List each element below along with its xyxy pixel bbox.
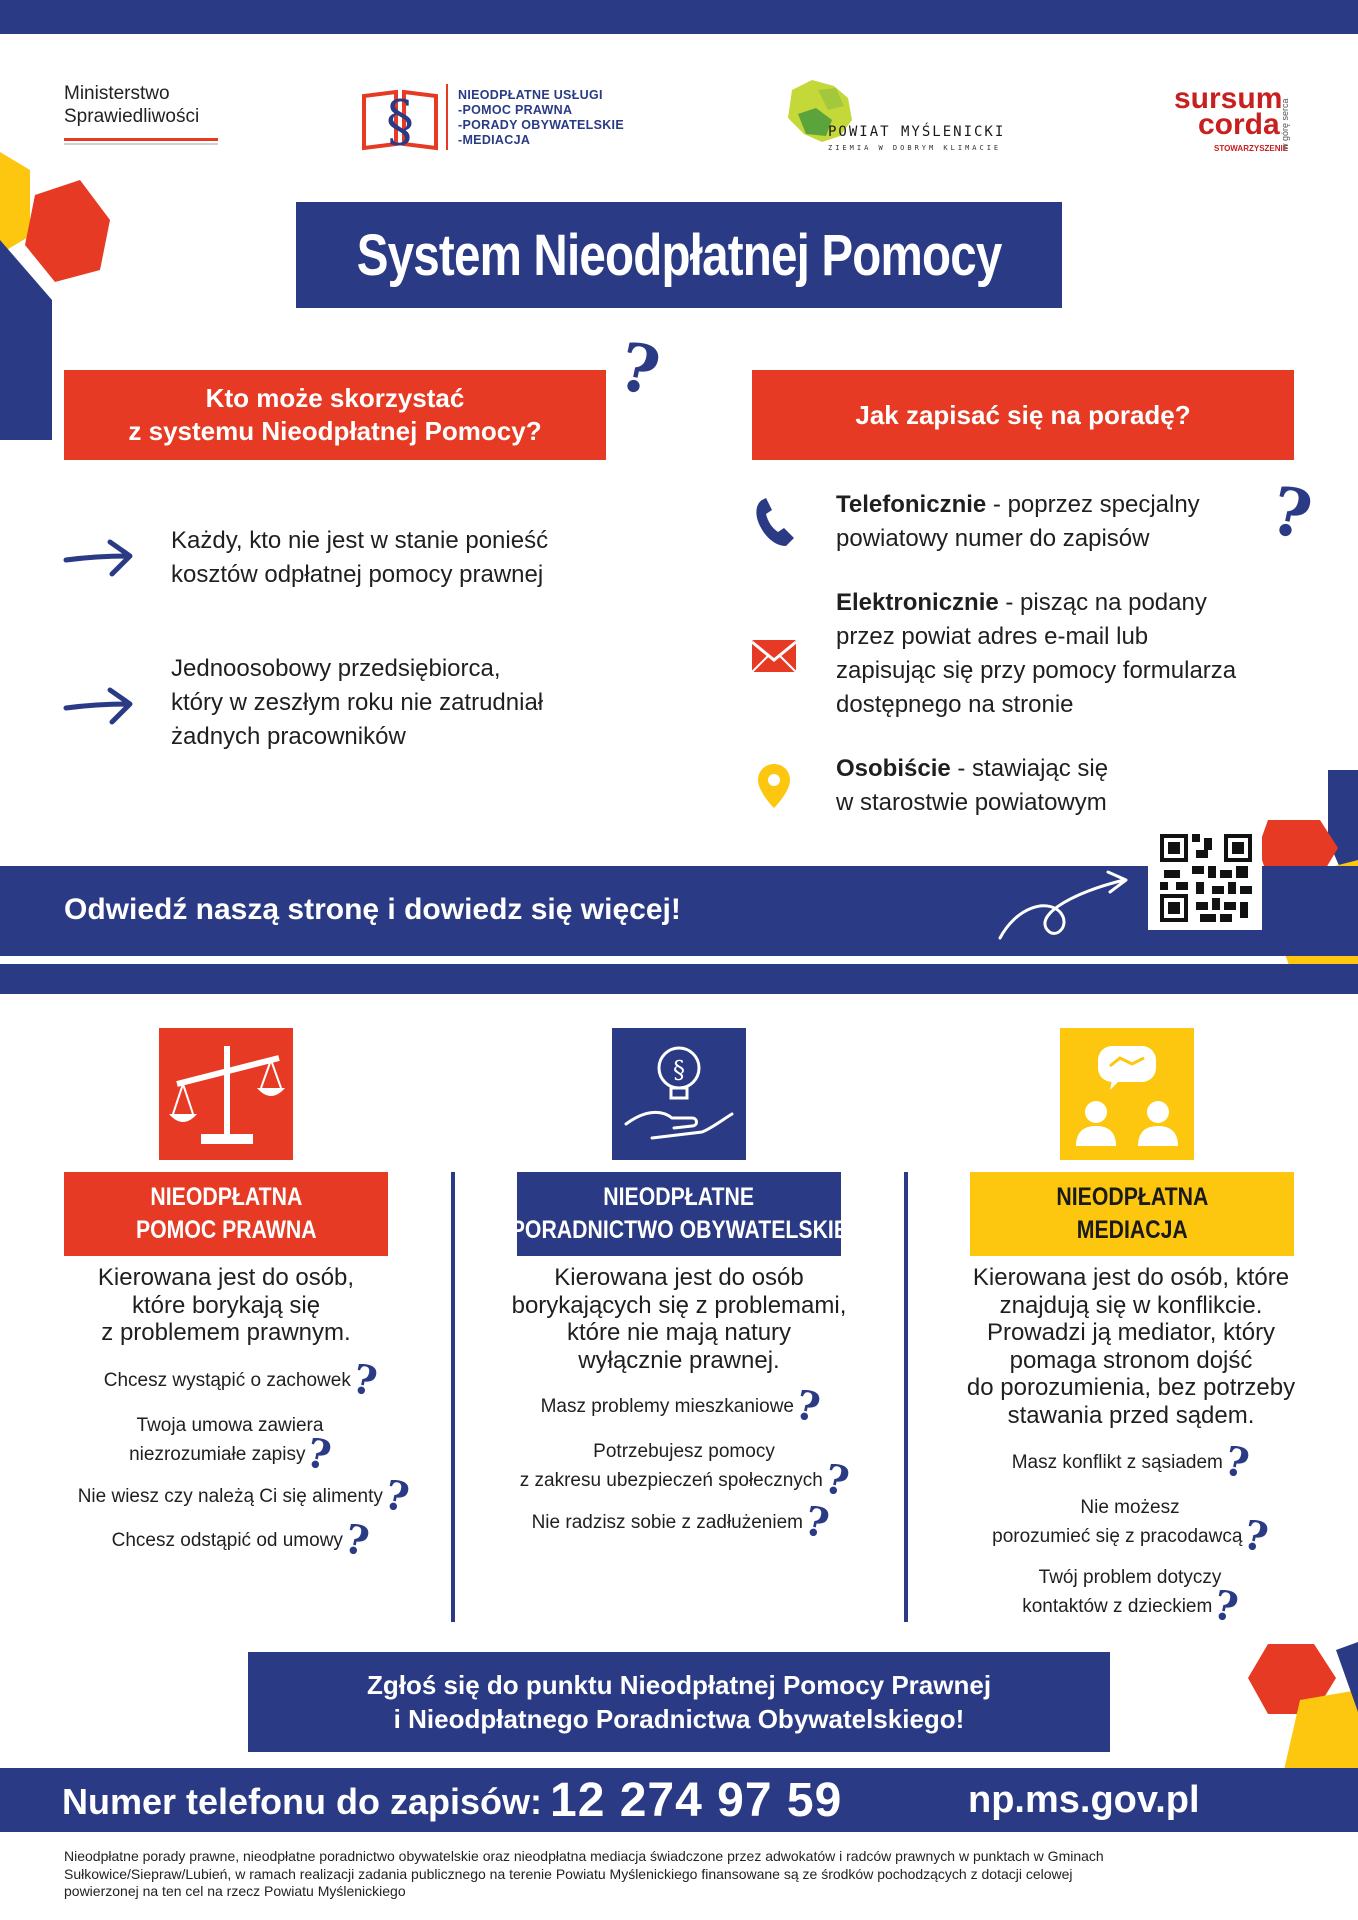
free-services-logo-text: NIEODPŁATNE USŁUGI -POMOC PRAWNA -PORADY OBYWATELSKIE -MEDIACJA xyxy=(458,88,624,147)
paragraph-book-icon xyxy=(360,78,440,156)
signup-phone: Telefonicznie - poprzez specjalny powiatowy numer do zapisów xyxy=(836,491,1200,552)
question-item: Chcesz wystąpić o zachowek? xyxy=(103,1355,381,1406)
question-mark-icon: ? xyxy=(820,1455,853,1506)
how-header: Jak zapisać się na poradę? xyxy=(752,370,1294,460)
svg-text:§: § xyxy=(673,1056,685,1084)
scales-icon-tile xyxy=(159,1028,293,1160)
question-mark-icon: ? xyxy=(800,1497,834,1548)
question-mark-icon: ? xyxy=(1239,1511,1273,1562)
question-item: Chcesz odstąpić od umowy? xyxy=(111,1515,374,1566)
assoc-sub: STOWARZYSZENIE xyxy=(1214,144,1289,153)
svg-text:§: § xyxy=(386,89,414,154)
assoc-name-2: corda xyxy=(1198,108,1280,141)
envelope-icon xyxy=(750,638,798,674)
ministry-name-line1: Ministerstwo xyxy=(64,83,170,104)
service-desc-mediation: Kierowana jest do osób, które znajdują się w konflikcie. Prowadzi ją mediator, który pomaga stronom dojść do porozumienia, bez potrzeby stawania przed sądem. xyxy=(966,1264,1296,1429)
question-mark-icon: ? xyxy=(612,326,667,412)
curly-arrow-icon xyxy=(996,868,1130,946)
question-item: Masz problemy mieszkaniowe? xyxy=(540,1381,825,1432)
who-header: Kto może skorzystać z systemu Nieodpłatnej Pomocy? xyxy=(64,370,606,460)
disclaimer: Nieodpłatne porady prawne, nieodpłatne poradnictwo obywatelskie oraz nieodpłatna mediacja świadczone przez adwokatów i radców prawnych w punktach w Gminach Sułkowice/Siepraw/Lubień, w ramach realizacji zadania publicznego na terenie Powiatu Myślenickiego finansowane są ze środków pochodzących z dotacji celowej powierzonej na ten cel na rzecz Powiatu Myślenickiego xyxy=(64,1848,1104,1899)
who-item-2: Jednoosobowy przedsiębiorca, który w zeszłym roku nie zatrudniał żadnych pracowników xyxy=(171,655,544,750)
question-mark-icon: ? xyxy=(1209,1581,1243,1632)
location-pin-icon xyxy=(756,762,792,810)
qr-code[interactable] xyxy=(1148,822,1262,930)
service-desc-legal: Kierowana jest do osób, które borykają się z problemem prawnym. xyxy=(97,1264,355,1346)
county-name: POWIAT MYŚLENICKI xyxy=(828,124,1006,140)
assoc-name-1: sursum xyxy=(1174,82,1283,115)
top-strip xyxy=(0,0,1358,34)
service-label-civic: NIEODPŁATNE PORADNICTWO OBYWATELSKIE xyxy=(517,1172,841,1256)
logo-divider xyxy=(446,84,448,150)
service-desc-civic: Kierowana jest do osób borykających się z problemami, które nie mają natury wyłącznie prawnej. xyxy=(511,1264,847,1374)
mediation-icon-tile xyxy=(1060,1028,1194,1160)
question-mark-icon: ? xyxy=(380,1471,414,1522)
decor-hexagons-bottom xyxy=(1244,1642,1358,1770)
question-item: Potrzebujesz pomocy z zakresu ubezpieczeń społecznych? xyxy=(519,1441,853,1506)
question-mark-icon: ? xyxy=(340,1515,374,1566)
column-divider xyxy=(904,1172,908,1622)
signup-email: Elektronicznie - pisząc na podany przez powiat adres e-mail lub zapisując się przy pomocy formularza dostępnego na stronie xyxy=(836,589,1237,718)
visit-banner-text: Odwiedź naszą stronę i dowiedz się więcej! xyxy=(64,893,681,926)
page-title-box xyxy=(296,202,1062,308)
phone-label: Numer telefonu do zapisów: xyxy=(62,1781,543,1822)
question-item: Nie możesz porozumieć się z pracodawcą? xyxy=(992,1497,1273,1562)
question-mark-icon: ? xyxy=(791,1381,825,1432)
question-item: Twoja umowa zawiera niezrozumiałe zapisy? xyxy=(129,1415,336,1480)
phone-number[interactable]: 12 274 97 59 xyxy=(550,1774,843,1827)
signup-in-person: Osobiście - stawiając się w starostwie powiatowym xyxy=(836,755,1109,816)
question-mark-icon: ? xyxy=(348,1355,381,1406)
arrow-right-icon xyxy=(62,536,136,580)
question-item: Nie wiesz czy należą Ci się alimenty? xyxy=(77,1471,414,1522)
question-mark-icon: ? xyxy=(1264,470,1319,556)
service-label-legal: NIEODPŁATNA POMOC PRAWNA xyxy=(64,1172,388,1256)
scales-icon xyxy=(159,1028,293,1160)
question-item: Nie radzisz sobie z zadłużeniem? xyxy=(531,1497,834,1548)
idea-hand-icon-tile xyxy=(612,1028,746,1160)
who-item-1: Każdy, kto nie jest w stanie ponieść kosztów odpłatnej pomocy prawnej xyxy=(171,527,549,588)
handshake-people-icon xyxy=(1060,1028,1194,1160)
cta-box: Zgłoś się do punktu Nieodpłatnej Pomocy Prawnej i Nieodpłatnego Poradnictwa Obywatelskiego! xyxy=(248,1652,1110,1752)
question-mark-icon: ? xyxy=(1220,1437,1254,1488)
county-tagline: ZIEMIA W DOBRYM KLIMACIE xyxy=(828,144,1002,152)
column-divider xyxy=(451,1172,455,1622)
section-divider-bar xyxy=(0,964,1358,994)
lightbulb-hand-icon xyxy=(612,1028,746,1160)
arrow-right-icon xyxy=(62,684,136,728)
question-item: Twój problem dotyczy kontaktów z dzieckiem? xyxy=(1022,1567,1243,1632)
qr-code-image xyxy=(1160,834,1252,922)
service-label-mediation: NIEODPŁATNA MEDIACJA xyxy=(970,1172,1294,1256)
assoc-side-text: w górę serca xyxy=(1280,98,1290,150)
phone-icon xyxy=(752,496,798,550)
question-item: Masz konflikt z sąsiadem? xyxy=(1011,1437,1254,1488)
ministry-logo xyxy=(64,82,218,145)
county-map-icon xyxy=(782,76,862,154)
website-link[interactable]: np.ms.gov.pl xyxy=(968,1779,1200,1821)
question-mark-icon: ? xyxy=(302,1429,336,1480)
ministry-name-line2: Sprawiedliwości xyxy=(64,106,200,127)
page-title: System Nieodpłatnej Pomocy xyxy=(356,222,1002,288)
